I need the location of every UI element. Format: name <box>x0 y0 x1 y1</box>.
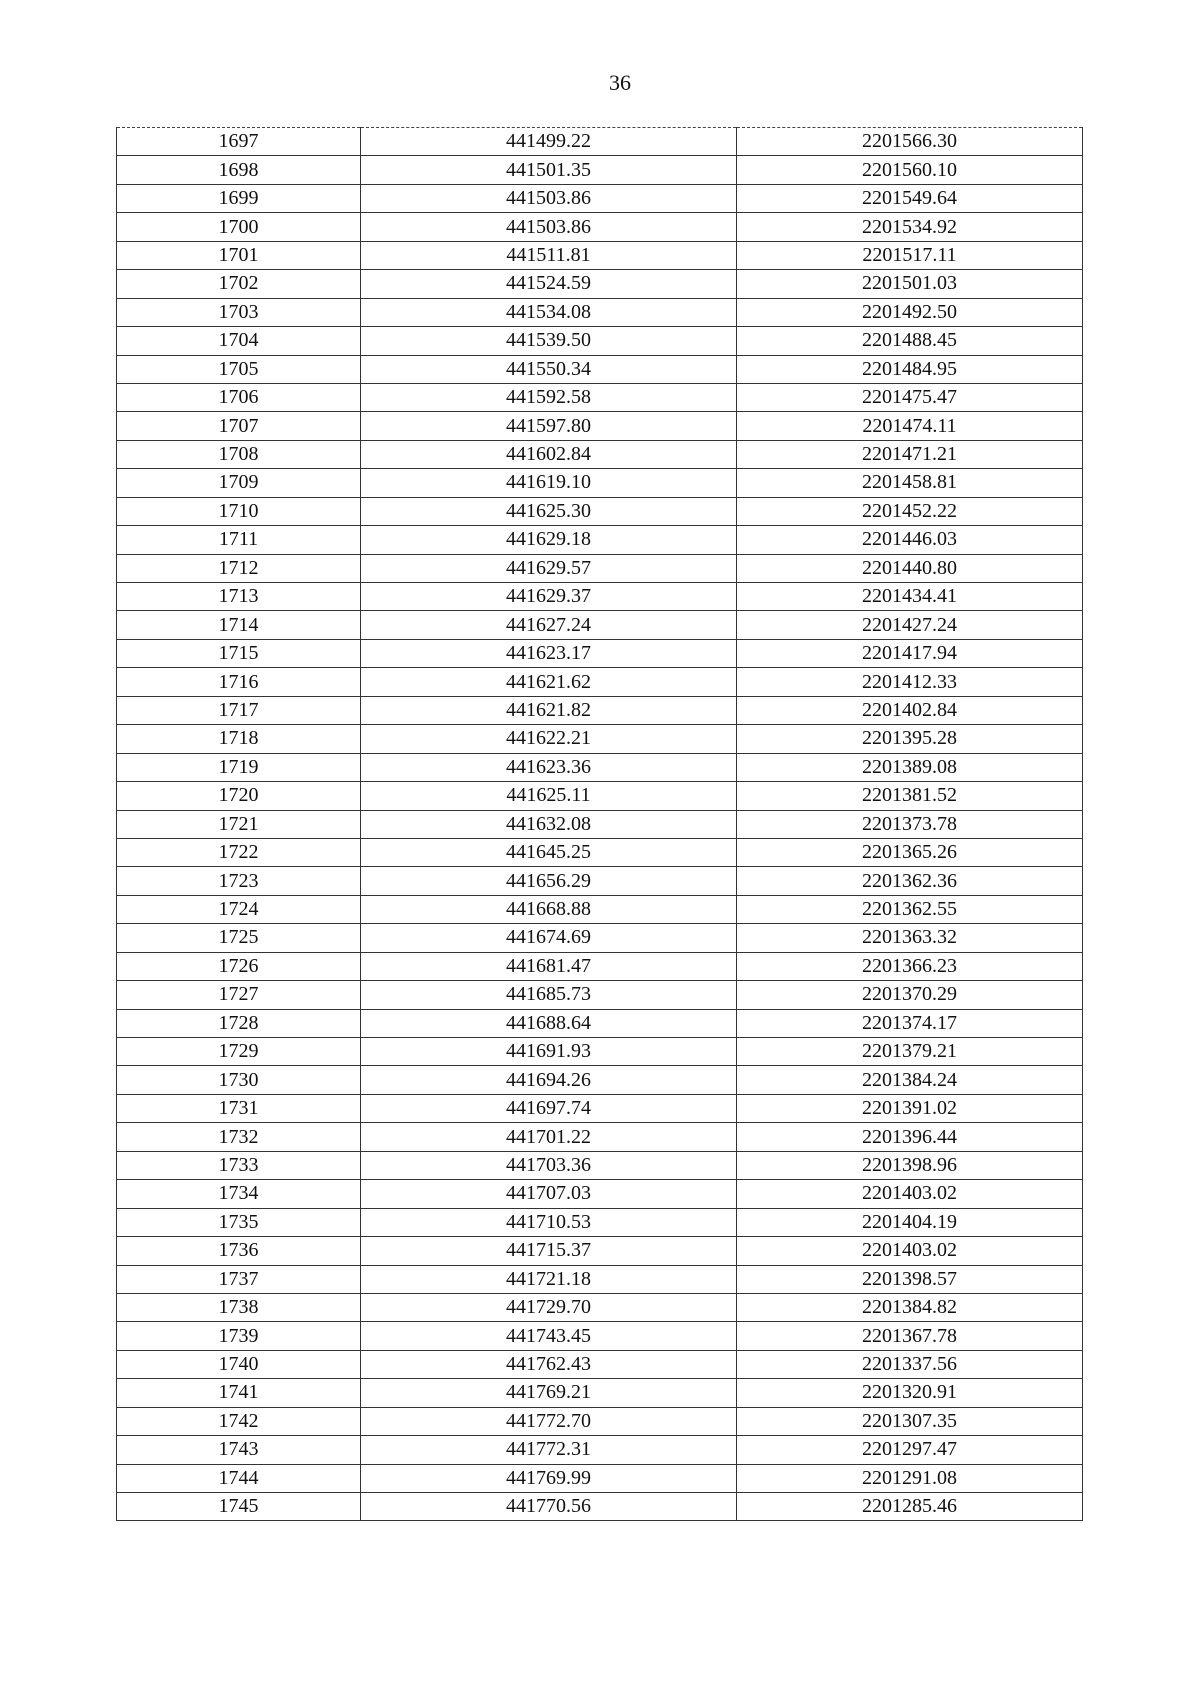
table-row <box>117 440 1083 468</box>
point-number-cell: 1731 <box>117 1094 361 1122</box>
table-row <box>117 412 1083 440</box>
x-coordinate-cell: 441623.17 <box>361 639 737 667</box>
y-coordinate-cell: 2201474.11 <box>737 412 1083 440</box>
point-number-cell: 1709 <box>117 469 361 497</box>
x-coordinate-cell: 441625.11 <box>361 782 737 810</box>
table-row <box>117 1151 1083 1179</box>
x-coordinate-cell: 441623.36 <box>361 753 737 781</box>
point-number-cell: 1734 <box>117 1180 361 1208</box>
y-coordinate-cell: 2201566.30 <box>737 128 1083 156</box>
x-coordinate-cell: 441703.36 <box>361 1151 737 1179</box>
x-coordinate-cell: 441685.73 <box>361 981 737 1009</box>
table-row <box>117 1123 1083 1151</box>
point-number-cell: 1704 <box>117 327 361 355</box>
table-row <box>117 838 1083 866</box>
table-row <box>117 895 1083 923</box>
x-coordinate-cell: 441627.24 <box>361 611 737 639</box>
y-coordinate-cell: 2201403.02 <box>737 1237 1083 1265</box>
x-coordinate-cell: 441503.86 <box>361 213 737 241</box>
y-coordinate-cell: 2201412.33 <box>737 668 1083 696</box>
y-coordinate-cell: 2201384.24 <box>737 1066 1083 1094</box>
table-row <box>117 981 1083 1009</box>
y-coordinate-cell: 2201402.84 <box>737 696 1083 724</box>
y-coordinate-cell: 2201389.08 <box>737 753 1083 781</box>
x-coordinate-cell: 441721.18 <box>361 1265 737 1293</box>
table-row <box>117 213 1083 241</box>
y-coordinate-cell: 2201285.46 <box>737 1493 1083 1521</box>
x-coordinate-cell: 441681.47 <box>361 952 737 980</box>
point-number-cell: 1713 <box>117 583 361 611</box>
x-coordinate-cell: 441715.37 <box>361 1237 737 1265</box>
point-number-cell: 1702 <box>117 270 361 298</box>
point-number-cell: 1700 <box>117 213 361 241</box>
x-coordinate-cell: 441501.35 <box>361 156 737 184</box>
y-coordinate-cell: 2201404.19 <box>737 1208 1083 1236</box>
x-coordinate-cell: 441629.57 <box>361 554 737 582</box>
page-number: 36 <box>609 70 631 95</box>
y-coordinate-cell: 2201307.35 <box>737 1407 1083 1435</box>
point-number-cell: 1701 <box>117 241 361 269</box>
table-row <box>117 1379 1083 1407</box>
x-coordinate-cell: 441621.82 <box>361 696 737 724</box>
y-coordinate-cell: 2201484.95 <box>737 355 1083 383</box>
x-coordinate-cell: 441550.34 <box>361 355 737 383</box>
y-coordinate-cell: 2201363.32 <box>737 924 1083 952</box>
point-number-cell: 1742 <box>117 1407 361 1435</box>
table-row <box>117 1038 1083 1066</box>
point-number-cell: 1716 <box>117 668 361 696</box>
table-row <box>117 1293 1083 1321</box>
y-coordinate-cell: 2201391.02 <box>737 1094 1083 1122</box>
point-number-cell: 1741 <box>117 1379 361 1407</box>
x-coordinate-cell: 441534.08 <box>361 298 737 326</box>
point-number-cell: 1719 <box>117 753 361 781</box>
point-number-cell: 1710 <box>117 497 361 525</box>
table-row <box>117 554 1083 582</box>
x-coordinate-cell: 441629.18 <box>361 526 737 554</box>
x-coordinate-cell: 441743.45 <box>361 1322 737 1350</box>
x-coordinate-cell: 441697.74 <box>361 1094 737 1122</box>
x-coordinate-cell: 441710.53 <box>361 1208 737 1236</box>
point-number-cell: 1711 <box>117 526 361 554</box>
x-coordinate-cell: 441769.21 <box>361 1379 737 1407</box>
x-coordinate-cell: 441592.58 <box>361 383 737 411</box>
x-coordinate-cell: 441770.56 <box>361 1493 737 1521</box>
point-number-cell: 1725 <box>117 924 361 952</box>
point-number-cell: 1732 <box>117 1123 361 1151</box>
point-number-cell: 1727 <box>117 981 361 1009</box>
table-row <box>117 1066 1083 1094</box>
table-row <box>117 1094 1083 1122</box>
point-number-cell: 1730 <box>117 1066 361 1094</box>
point-number-cell: 1745 <box>117 1493 361 1521</box>
point-number-cell: 1721 <box>117 810 361 838</box>
y-coordinate-cell: 2201446.03 <box>737 526 1083 554</box>
table-row <box>117 184 1083 212</box>
point-number-cell: 1723 <box>117 867 361 895</box>
x-coordinate-cell: 441729.70 <box>361 1293 737 1321</box>
table-row <box>117 611 1083 639</box>
x-coordinate-cell: 441656.29 <box>361 867 737 895</box>
y-coordinate-cell: 2201297.47 <box>737 1436 1083 1464</box>
point-number-cell: 1722 <box>117 838 361 866</box>
point-number-cell: 1698 <box>117 156 361 184</box>
x-coordinate-cell: 441499.22 <box>361 128 737 156</box>
table-row <box>117 497 1083 525</box>
table-row <box>117 128 1083 156</box>
coordinates-table-body <box>117 128 1083 1521</box>
point-number-cell: 1740 <box>117 1350 361 1378</box>
y-coordinate-cell: 2201373.78 <box>737 810 1083 838</box>
y-coordinate-cell: 2201398.96 <box>737 1151 1083 1179</box>
point-number-cell: 1724 <box>117 895 361 923</box>
y-coordinate-cell: 2201362.36 <box>737 867 1083 895</box>
x-coordinate-cell: 441762.43 <box>361 1350 737 1378</box>
y-coordinate-cell: 2201471.21 <box>737 440 1083 468</box>
table-row <box>117 1464 1083 1492</box>
x-coordinate-cell: 441621.62 <box>361 668 737 696</box>
y-coordinate-cell: 2201488.45 <box>737 327 1083 355</box>
point-number-cell: 1714 <box>117 611 361 639</box>
point-number-cell: 1738 <box>117 1293 361 1321</box>
y-coordinate-cell: 2201395.28 <box>737 725 1083 753</box>
coordinates-table <box>116 127 1083 1521</box>
point-number-cell: 1703 <box>117 298 361 326</box>
point-number-cell: 1712 <box>117 554 361 582</box>
table-row <box>117 810 1083 838</box>
table-row <box>117 696 1083 724</box>
y-coordinate-cell: 2201374.17 <box>737 1009 1083 1037</box>
table-row <box>117 1407 1083 1435</box>
x-coordinate-cell: 441632.08 <box>361 810 737 838</box>
table-row <box>117 383 1083 411</box>
y-coordinate-cell: 2201367.78 <box>737 1322 1083 1350</box>
point-number-cell: 1736 <box>117 1237 361 1265</box>
y-coordinate-cell: 2201370.29 <box>737 981 1083 1009</box>
x-coordinate-cell: 441694.26 <box>361 1066 737 1094</box>
y-coordinate-cell: 2201320.91 <box>737 1379 1083 1407</box>
y-coordinate-cell: 2201384.82 <box>737 1293 1083 1321</box>
table-row <box>117 298 1083 326</box>
x-coordinate-cell: 441668.88 <box>361 895 737 923</box>
table-row <box>117 1180 1083 1208</box>
y-coordinate-cell: 2201452.22 <box>737 497 1083 525</box>
table-row <box>117 241 1083 269</box>
table-row <box>117 355 1083 383</box>
table-row <box>117 583 1083 611</box>
y-coordinate-cell: 2201362.55 <box>737 895 1083 923</box>
y-coordinate-cell: 2201396.44 <box>737 1123 1083 1151</box>
table-row <box>117 1493 1083 1521</box>
point-number-cell: 1735 <box>117 1208 361 1236</box>
point-number-cell: 1726 <box>117 952 361 980</box>
x-coordinate-cell: 441597.80 <box>361 412 737 440</box>
y-coordinate-cell: 2201549.64 <box>737 184 1083 212</box>
x-coordinate-cell: 441772.70 <box>361 1407 737 1435</box>
table-row <box>117 725 1083 753</box>
y-coordinate-cell: 2201434.41 <box>737 583 1083 611</box>
table-row <box>117 1265 1083 1293</box>
table-row <box>117 753 1083 781</box>
table-row <box>117 924 1083 952</box>
x-coordinate-cell: 441629.37 <box>361 583 737 611</box>
x-coordinate-cell: 441691.93 <box>361 1038 737 1066</box>
x-coordinate-cell: 441688.64 <box>361 1009 737 1037</box>
x-coordinate-cell: 441674.69 <box>361 924 737 952</box>
table-row <box>117 1237 1083 1265</box>
x-coordinate-cell: 441625.30 <box>361 497 737 525</box>
point-number-cell: 1729 <box>117 1038 361 1066</box>
table-row <box>117 1322 1083 1350</box>
x-coordinate-cell: 441701.22 <box>361 1123 737 1151</box>
x-coordinate-cell: 441619.10 <box>361 469 737 497</box>
y-coordinate-cell: 2201427.24 <box>737 611 1083 639</box>
y-coordinate-cell: 2201560.10 <box>737 156 1083 184</box>
point-number-cell: 1708 <box>117 440 361 468</box>
point-number-cell: 1718 <box>117 725 361 753</box>
y-coordinate-cell: 2201475.47 <box>737 383 1083 411</box>
table-row <box>117 867 1083 895</box>
point-number-cell: 1706 <box>117 383 361 411</box>
y-coordinate-cell: 2201501.03 <box>737 270 1083 298</box>
x-coordinate-cell: 441772.31 <box>361 1436 737 1464</box>
point-number-cell: 1707 <box>117 412 361 440</box>
y-coordinate-cell: 2201403.02 <box>737 1180 1083 1208</box>
table-row <box>117 156 1083 184</box>
x-coordinate-cell: 441524.59 <box>361 270 737 298</box>
table-row <box>117 952 1083 980</box>
y-coordinate-cell: 2201534.92 <box>737 213 1083 241</box>
y-coordinate-cell: 2201379.21 <box>737 1038 1083 1066</box>
x-coordinate-cell: 441602.84 <box>361 440 737 468</box>
point-number-cell: 1717 <box>117 696 361 724</box>
point-number-cell: 1697 <box>117 128 361 156</box>
x-coordinate-cell: 441503.86 <box>361 184 737 212</box>
point-number-cell: 1737 <box>117 1265 361 1293</box>
table-row <box>117 1436 1083 1464</box>
point-number-cell: 1733 <box>117 1151 361 1179</box>
y-coordinate-cell: 2201291.08 <box>737 1464 1083 1492</box>
table-row <box>117 526 1083 554</box>
point-number-cell: 1739 <box>117 1322 361 1350</box>
x-coordinate-cell: 441539.50 <box>361 327 737 355</box>
table-row <box>117 469 1083 497</box>
y-coordinate-cell: 2201366.23 <box>737 952 1083 980</box>
y-coordinate-cell: 2201337.56 <box>737 1350 1083 1378</box>
y-coordinate-cell: 2201365.26 <box>737 838 1083 866</box>
point-number-cell: 1720 <box>117 782 361 810</box>
x-coordinate-cell: 441769.99 <box>361 1464 737 1492</box>
y-coordinate-cell: 2201517.11 <box>737 241 1083 269</box>
table-row <box>117 327 1083 355</box>
y-coordinate-cell: 2201458.81 <box>737 469 1083 497</box>
point-number-cell: 1705 <box>117 355 361 383</box>
x-coordinate-cell: 441645.25 <box>361 838 737 866</box>
table-row <box>117 1350 1083 1378</box>
table-row <box>117 668 1083 696</box>
y-coordinate-cell: 2201417.94 <box>737 639 1083 667</box>
y-coordinate-cell: 2201440.80 <box>737 554 1083 582</box>
y-coordinate-cell: 2201398.57 <box>737 1265 1083 1293</box>
point-number-cell: 1744 <box>117 1464 361 1492</box>
table-row <box>117 270 1083 298</box>
table-row <box>117 639 1083 667</box>
table-row <box>117 1208 1083 1236</box>
x-coordinate-cell: 441707.03 <box>361 1180 737 1208</box>
point-number-cell: 1699 <box>117 184 361 212</box>
point-number-cell: 1728 <box>117 1009 361 1037</box>
point-number-cell: 1743 <box>117 1436 361 1464</box>
x-coordinate-cell: 441511.81 <box>361 241 737 269</box>
table-row <box>117 782 1083 810</box>
y-coordinate-cell: 2201381.52 <box>737 782 1083 810</box>
table-row <box>117 1009 1083 1037</box>
y-coordinate-cell: 2201492.50 <box>737 298 1083 326</box>
point-number-cell: 1715 <box>117 639 361 667</box>
x-coordinate-cell: 441622.21 <box>361 725 737 753</box>
